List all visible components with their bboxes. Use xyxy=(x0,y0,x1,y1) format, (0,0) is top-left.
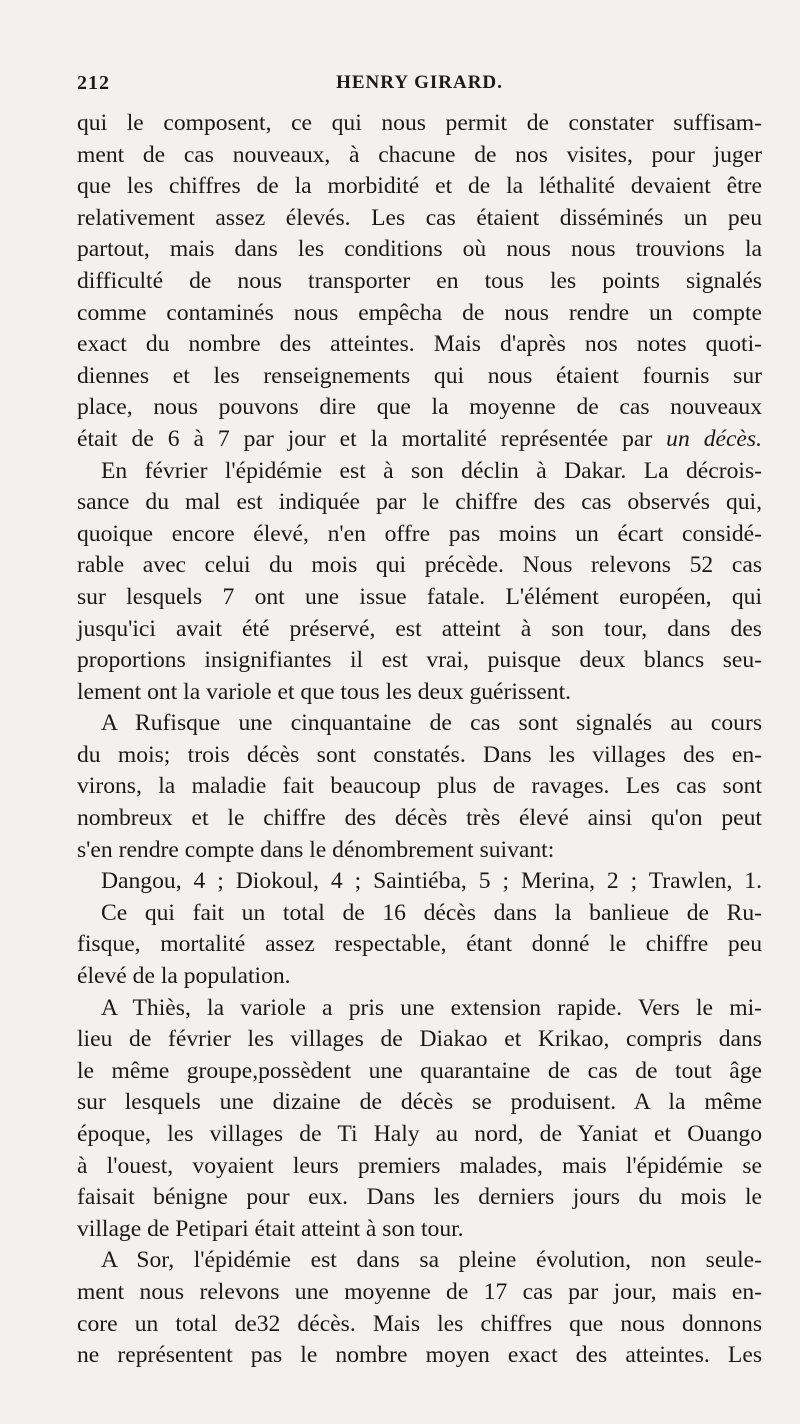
text-line: ment de cas nouveaux, à chacune de nos visites, pour juger xyxy=(77,141,762,168)
italic-phrase: un décès. xyxy=(666,425,762,452)
text-line: core un total de32 décès. Mais les chiffres que nous donnons xyxy=(77,1310,762,1337)
text-line: faisait bénigne pour eux. Dans les derniers jours du mois le xyxy=(77,1184,762,1211)
text-line: proportions insignifiantes il est vrai, puisque deux blancs seu- xyxy=(77,647,762,674)
text-line: quoique encore élevé, n'en offre pas moins un écart considé- xyxy=(77,520,762,547)
text-line: A Rufisque une cinquantaine de cas sont signalés au cours xyxy=(101,710,762,737)
text-line: du mois; trois décès sont constatés. Dans les villages des en- xyxy=(77,741,762,768)
text-line: que les chiffres de la morbidité et de la léthalité devaient être xyxy=(77,173,762,200)
text-line: nombreux et le chiffre des décès très élevé ainsi qu'on peut xyxy=(77,805,762,832)
body-text xyxy=(77,108,762,1372)
running-head: HENRY GIRARD. xyxy=(336,72,503,93)
text-line: sur lesquels 7 ont une issue fatale. L'élément européen, qui xyxy=(77,583,762,610)
text-line: sur lesquels une dizaine de décès se produisent. A la même xyxy=(77,1089,762,1116)
text-line: exact du nombre des atteintes. Mais d'après nos notes quoti- xyxy=(77,331,762,358)
text-line: A Sor, l'épidémie est dans sa pleine évolution, non seule- xyxy=(101,1247,762,1274)
text-line: qui le composent, ce qui nous permit de constater suffisam- xyxy=(77,110,762,136)
text-line: Dangou, 4 ; Diokoul, 4 ; Saintiéba, 5 ; Merina, 2 ; Trawlen, 1. xyxy=(101,868,762,895)
text-line: époque, les villages de Ti Haly au nord, de Yaniat et Ouango xyxy=(77,1121,762,1147)
text-line: A Thiès, la variole a pris une extension rapide. Vers le mi- xyxy=(101,994,762,1021)
text-line: Ce qui fait un total de 16 décès dans la banlieue de Ru- xyxy=(101,899,762,926)
text-line: relativement assez élevés. Les cas étaient disséminés un peu xyxy=(77,204,762,231)
text-line: le même groupe,possèdent une quarantaine de cas de tout âge xyxy=(77,1057,762,1084)
text-line: difficulté de nous transporter en tous les points signalés xyxy=(77,267,762,294)
text-line: En février l'épidémie est à son déclin à Dakar. La décrois- xyxy=(101,457,762,484)
text-line: village de Petipari était atteint à son tour. xyxy=(77,1215,464,1242)
text-line: virons, la maladie fait beaucoup plus de ravages. Les cas sont xyxy=(77,773,762,800)
text-line: comme contaminés nous empêcha de nous rendre un compte xyxy=(77,299,762,326)
text-line-start: était de 6 à 7 par jour et la mortalité représentée par xyxy=(77,425,653,452)
text-line: s'en rendre compte dans le dénombrement suivant: xyxy=(77,836,555,863)
page-header xyxy=(77,72,762,102)
text-line: rable avec celui du mois qui précède. Nous relevons 52 cas xyxy=(77,552,762,579)
text-line: ment nous relevons une moyenne de 17 cas par jour, mais en- xyxy=(77,1278,762,1305)
text-line: jusqu'ici avait été préservé, est atteint à son tour, dans des xyxy=(77,615,762,642)
text-line: ne représentent pas le nombre moyen exact des atteintes. Les xyxy=(77,1342,762,1369)
text-line: élevé de la population. xyxy=(77,963,291,990)
text-line: lieu de février les villages de Diakao et Krikao, compris dans xyxy=(77,1026,762,1053)
text-line: place, nous pouvons dire que la moyenne de cas nouveaux xyxy=(77,394,762,421)
page-number: 212 xyxy=(77,72,110,94)
text-line: lement ont la variole et que tous les deux guérissent. xyxy=(77,678,572,705)
text-line: à l'ouest, voyaient leurs premiers malades, mais l'épidémie se xyxy=(77,1152,762,1179)
text-line-with-italic xyxy=(77,424,762,456)
text-line: fisque, mortalité assez respectable, étant donné le chiffre peu xyxy=(77,931,762,958)
text-line: sance du mal est indiquée par le chiffre des cas observés qui, xyxy=(77,489,762,516)
text-line: partout, mais dans les conditions où nous nous trouvions la xyxy=(77,236,762,263)
text-line: diennes et les renseignements qui nous étaient fournis sur xyxy=(77,362,762,389)
